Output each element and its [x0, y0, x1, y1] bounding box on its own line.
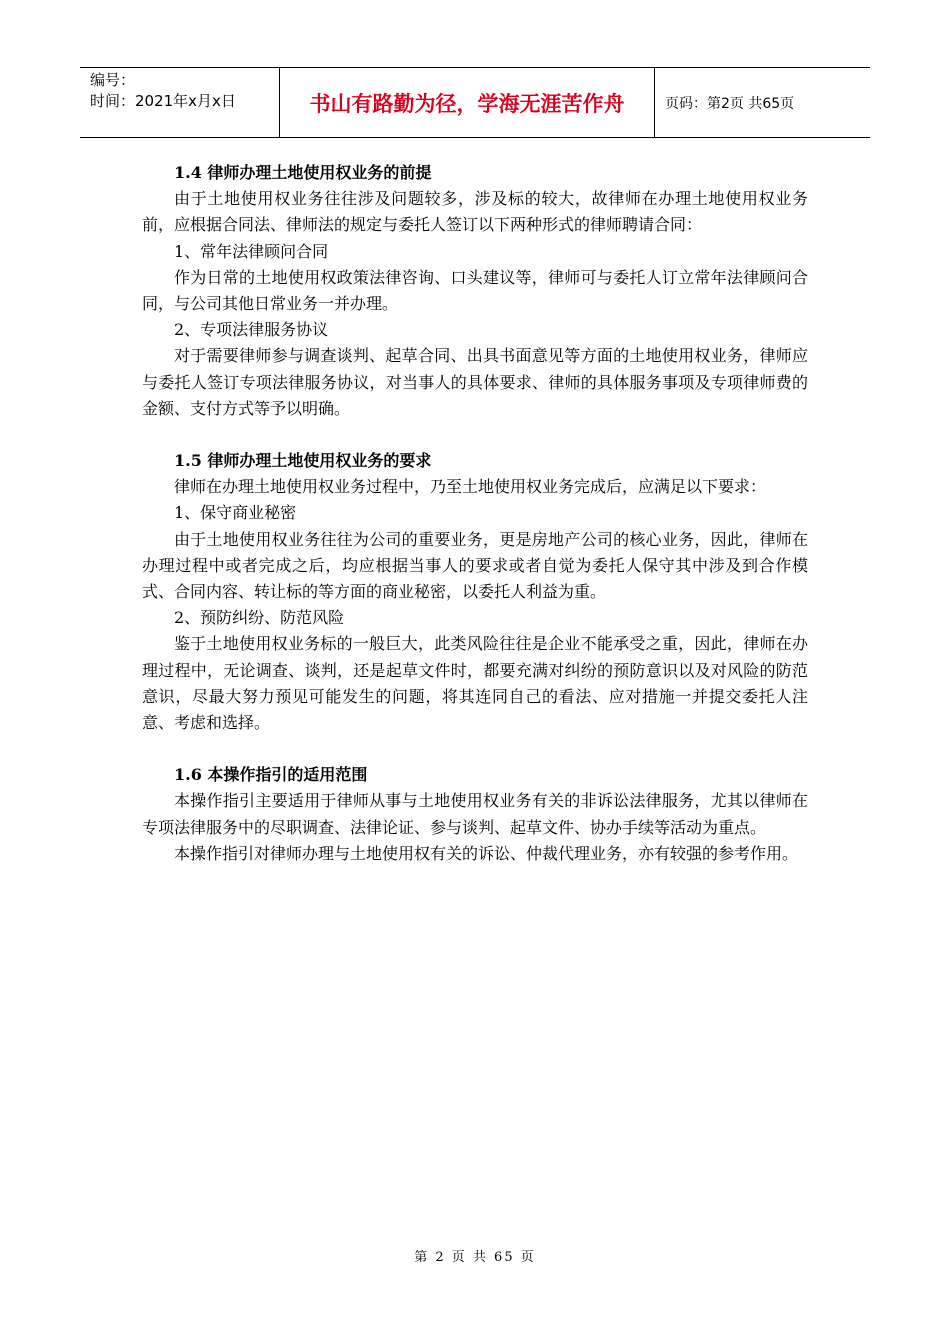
paragraph: 鉴于土地使用权业务标的一般巨大，此类风险往往是企业不能承受之重，因此，律师在办理过程中，无论调查、谈判，还是起草文件时，都要充满对纠纷的预防意识以及对风险的防范意识，尽最大努力预见可能发生的问题，将其连同自己的看法、应对措施一并提交委托人注意、考虑和选择。 — [142, 634, 808, 733]
section-title: 1.6 本操作指引的适用范围 — [174, 765, 368, 785]
time-label: 时间：2021年x月x日 — [90, 92, 236, 110]
paragraph: 由于土地使用权业务往往为公司的重要业务，更是房地产公司的核心业务，因此，律师在办理过程中或者完成之后，均应根据当事人的要求或者自觉为委托人保守其中涉及到合作模式、合同内容、转让标的等方面的商业秘密，以委托人利益为重。 — [142, 529, 808, 602]
paragraph: 2、专项法律服务协议 — [174, 320, 329, 340]
paragraph: 由于土地使用权业务往往涉及问题较多，涉及标的较大，故律师在办理土地使用权业务前，应根据合同法、律师法的规定与委托人签订以下两种形式的律师聘请合同： — [142, 189, 808, 235]
paragraph: 律师在办理土地使用权业务过程中，乃至土地使用权业务完成后，应满足以下要求： — [174, 477, 767, 497]
paragraph: 1、常年法律顾问合同 — [174, 241, 329, 261]
section-title: 1.4 律师办理土地使用权业务的前提 — [174, 163, 432, 182]
header-motto: 书山有路勤为径，学海无涯苦作舟 — [280, 68, 655, 137]
paragraph: 本操作指引对律师办理与土地使用权有关的诉讼、仲裁代理业务，亦有较强的参考作用。 — [174, 843, 799, 863]
section-title: 1.5 律师办理土地使用权业务的要求 — [174, 451, 432, 471]
paragraph: 对于需要律师参与调查谈判、起草合同、出具书面意见等方面的土地使用权业务，律师应与委托人签订专项法律服务协议，对当事人的具体要求、律师的具体服务事项及专项律师费的金额、支付方式等予以明确。 — [142, 346, 808, 418]
paragraph: 作为日常的土地使用权政策法律咨询、口头建议等，律师可与委托人订立常年法律顾问合同，与公司其他日常业务一并办理。 — [142, 267, 808, 314]
paragraph: 2、预防纠纷、防范风险 — [174, 608, 345, 628]
header-page-info: 页码：第2页 共65页 — [665, 95, 795, 112]
page-footer: 第 2 页 共 65 页 — [414, 1250, 536, 1265]
number-label: 编号： — [90, 71, 136, 89]
document-body — [142, 160, 808, 867]
header-meta — [80, 68, 280, 137]
page-header — [80, 67, 870, 138]
paragraph: 1、保守商业秘密 — [174, 503, 297, 523]
paragraph: 本操作指引主要适用于律师从事与土地使用权业务有关的非诉讼法律服务，尤其以律师在专项法律服务中的尽职调查、法律论证、参与谈判、起草文件、协办手续等活动为重点。 — [142, 791, 808, 837]
